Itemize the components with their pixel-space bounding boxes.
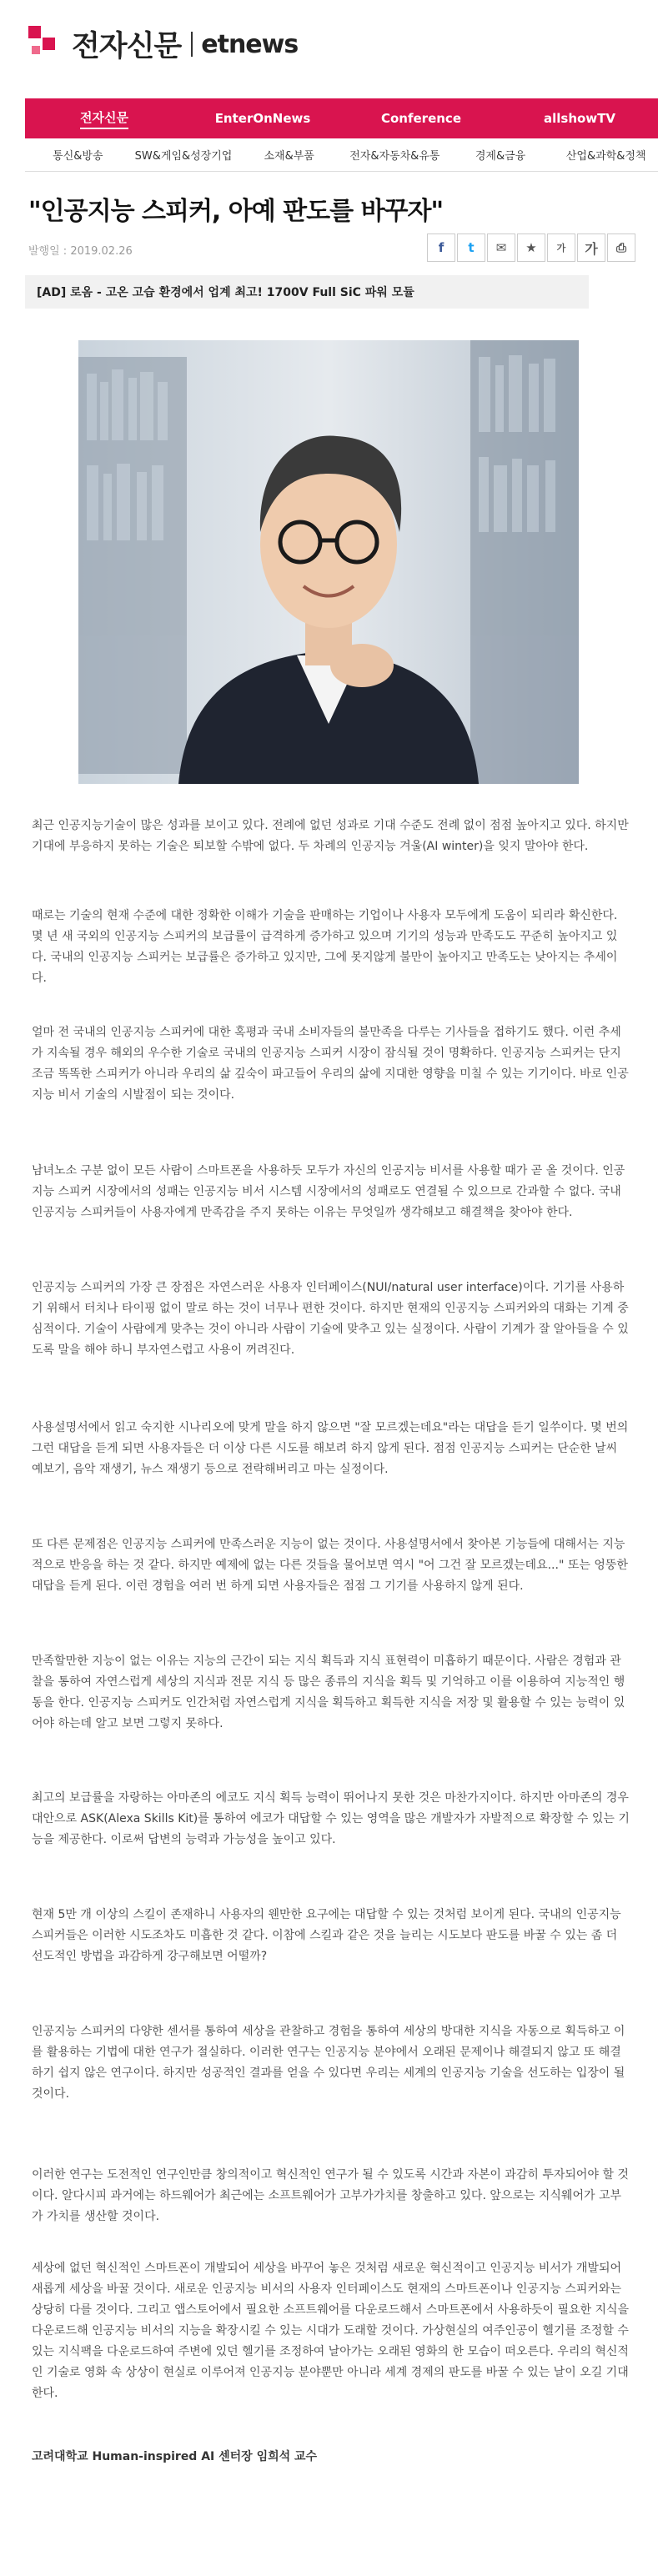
logo-divider xyxy=(191,32,193,57)
twitter-share-icon[interactable]: t xyxy=(457,233,485,262)
article-paragraph: 얼마 전 국내의 인공지능 스피커에 대한 혹평과 국내 소비자들의 불만족을 다루는 기사들을 접하기도 했다. 이런 추세가 지속될 경우 해외의 우수한 기술로 국내의 인공지능 스피커 시장이 잠식될 것이 명확하다. 인공지능 스피커는 단지 조금 똑똑한 스피커가 아니라 우리의 삶 깊숙이 파고들어 우리의 삶에 지대한 영향을 미칠 수 있는 기기이다. 바로 인공지능 비서 기술의 시발점이 되는 것이다. xyxy=(32,1026,629,1102)
subnav-item-telecom[interactable]: 통신&방송 xyxy=(53,150,103,163)
article-paragraph: 인공지능 스피커의 다양한 센서를 통하여 세상을 관찰하고 경험을 통하여 세상의 방대한 지식을 자동으로 획득하고 이를 활용하는 기법에 대한 연구가 절실하다. 이러한 연구는 인공지능 분야에서 오래된 문제이나 해결되지 않고 또 해결하기 쉽지 않은 연구이다. 하지만 성공적인 결과를 얻을 수 있다면 우리는 세계의 인공지능 기술을 선도하는 입장이 될 것이다. xyxy=(32,2025,625,2101)
facebook-share-icon[interactable]: f xyxy=(427,233,455,262)
email-share-icon[interactable]: ✉ xyxy=(487,233,515,262)
bookmark-star-icon[interactable]: ★ xyxy=(517,233,545,262)
article-title: "인공지능 스피커, 아예 판도를 바꾸자" xyxy=(28,197,444,226)
article-toolbar xyxy=(427,233,635,264)
article-paragraph: 이러한 연구는 도전적인 연구인만큼 창의적이고 혁신적인 연구가 될 수 있도록 시간과 자본이 과감히 투자되어야 할 것이다. 알다시피 과거에는 하드웨어가 최근에는 소프트웨어가 고부가가치를 창출하고 있다. 앞으로는 지식웨어가 고부가 가치를 생산할 것이다. xyxy=(32,2168,629,2223)
article-paragraph: 또 다른 문제점은 인공지능 스피커에 만족스러운 지능이 없는 것이다. 사용설명서에서 찾아본 기능들에 대해서는 지능적으로 반응을 하는 것 같다. 하지만 예제에 없는 다른 것들을 물어보면 역시 "어 그건 잘 모르겠는데요..." 또는 엉뚱한 대답을 듣게 된다. 이런 경험을 여러 번 하게 되면 사용자들은 점점 그 기기를 사용하지 않게 된다. xyxy=(32,1538,628,1593)
main-nav xyxy=(25,98,658,138)
article-photo xyxy=(78,340,579,784)
author-byline: 고려대학교 Human-inspired AI 센터장 임희석 교수 xyxy=(32,2450,318,2463)
article-paragraph: 남녀노소 구분 없이 모든 사람이 스마트폰을 사용하듯 모두가 자신의 인공지능 비서를 사용할 때가 곧 올 것이다. 인공지능 스피커 시장에서의 성패는 인공지능 비서 시스템 시장에서의 성패로도 연결될 수 있으므로 간과할 수 없다. 국내 인공지능 스피커들이 사용자에게 만족감을 주지 못하는 이유는 무엇일까 생각해보고 해결책을 찾아야 한다. xyxy=(32,1164,625,1219)
article-paragraph: 세상에 없던 혁신적인 스마트폰이 개발되어 세상을 바꾸어 놓은 것처럼 새로운 혁신적이고 인공지능 비서가 개발되어 새롭게 세상을 바꿀 것이다. 새로운 인공지능 비서의 사용자 인터페이스도 현재의 스마트폰이나 인공지능 스피커와는 상당히 다를 것이다. 그리고 앱스토어에서 필요한 소프트웨어를 다운로드해서 스마트폰에서 사용하듯이 필요한 지식을 다운로드해 인공지능 비서의 지능을 확장시킬 수 있는 시대가 도래할 것이다. 가상현실의 여주인공이 헬기를 조정할 수 있는 지식팩을 다운로드하여 주변에 있던 헬기를 조정하여 날아가는 오래된 영화의 한 모습이 떠오른다. 우리의 혁신적인 기술로 영화 속 상상이 현실로 이루어져 인공지능 분야뿐만 아니라 세계 경제의 판도를 바꿀 수 있는 날이 오길 기대한다. xyxy=(32,2262,630,2400)
article-paragraph: 현재 5만 개 이상의 스킬이 존재하니 사용자의 웬만한 요구에는 대답할 수 있는 것처럼 보이게 된다. 국내의 인공지능 스피커들은 이러한 시도조차도 미흡한 것 같다. 이참에 스킬과 같은 것을 늘리는 시도보다 판도를 바꿀 수 있는 좀 더 선도적인 방법을 과감하게 강구해보면 어떨까? xyxy=(32,1908,621,1963)
ad-banner[interactable]: [AD] 로옴 - 고온 고습 환경에서 업계 최고! 1700V Full SiC 파워 모듈 xyxy=(25,275,589,309)
subnav-item-materials[interactable]: 소재&부품 xyxy=(264,150,314,163)
subnav-item-sw-game[interactable]: SW&게임&성장기업 xyxy=(134,150,233,163)
article-paragraph: 최근 인공지능기술이 많은 성과를 보이고 있다. 전례에 없던 성과로 기대 수준도 전례 없이 점점 높아지고 있다. 하지만 기대에 부응하지 못하는 기술은 퇴보할 수밖에 없다. 두 차례의 인공지능 겨울(AI winter)을 잊지 말아야 한다. xyxy=(32,819,629,853)
site-logo[interactable] xyxy=(28,18,298,70)
sub-nav xyxy=(25,138,658,172)
publish-date: 발행일 : 2019.02.26 xyxy=(28,245,133,258)
subnav-item-economy[interactable]: 경제&금융 xyxy=(475,150,526,163)
article-paragraph: 만족할만한 지능이 없는 이유는 지능의 근간이 되는 지식 획득과 지식 표현력이 미흡하기 때문이다. 사람은 경험과 관찰을 통하여 자연스럽게 세상의 지식과 전문 지식 등 많은 종류의 지식을 획득 및 기억하고 이를 이용하여 지능적인 행동을 한다. 인공지능 스피커도 인간처럼 자연스럽게 지식을 획득하고 획득한 지식을 저장 및 활용할 수 있는 능력이 있어야 하는데 알고 보면 그렇지 못하다. xyxy=(32,1655,625,1730)
subnav-item-electronics-auto[interactable]: 전자&자동차&유통 xyxy=(349,150,440,163)
nav-item-allshowtv[interactable]: allshowTV xyxy=(543,111,615,126)
logo-korean-text: 전자신문 xyxy=(72,30,182,63)
article-paragraph: 때로는 기술의 현재 수준에 대한 정확한 이해가 기술을 판매하는 기업이나 사용자 모두에게 도움이 되리라 확신한다. 몇 년 새 국외의 인공지능 스피커의 보급률이 급격하게 증가하고 있으며 기기의 성능과 만족도도 꾸준히 높아지고 있다. 국내의 인공지능 스피커는 보급률은 증가하고 있지만, 그에 못지않게 불만이 높아지고 만족도는 낮아지는 추세이다. xyxy=(32,909,618,985)
logo-mark-icon xyxy=(28,26,65,63)
nav-item-conference[interactable]: Conference xyxy=(380,111,461,126)
logo-english-text: etnews xyxy=(201,29,299,59)
article-paragraph: 사용설명서에서 읽고 숙지한 시나리오에 맞게 말을 하지 않으면 "잘 모르겠는데요"라는 대답을 듣기 일쑤이다. 몇 번의 그런 대답을 듣게 되면 사용자들은 더 이상 다른 시도를 해보려 하지 않게 된다. 점점 인공지능 스피커는 단순한 날씨 예보기, 음악 재생기, 뉴스 재생기 등으로 전락해버리고 마는 실정이다. xyxy=(32,1421,629,1476)
nav-item-etnews[interactable]: 전자신문 xyxy=(25,98,183,138)
print-icon[interactable]: ⎙ xyxy=(607,233,635,262)
nav-item-enteronnews[interactable]: EnterOnNews xyxy=(214,111,311,126)
article-paragraph: 최고의 보급률을 자랑하는 아마존의 에코도 지식 획득 능력이 뛰어나지 못한 것은 마찬가지이다. 하지만 아마존의 경우 대안으로 ASK(Alexa Skills Kit)를 통하여 에코가 대답할 수 있는 영역을 많은 개발자가 자발적으로 확장할 수 있는 기능을 제공한다. 이로써 답변의 능력과 가능성을 높이고 있다. xyxy=(32,1791,630,1846)
subnav-item-industry-science[interactable]: 산업&과학&정책 xyxy=(565,150,646,163)
font-increase-button[interactable]: 가 xyxy=(577,233,605,262)
font-decrease-button[interactable]: 가 xyxy=(547,233,575,262)
article-paragraph: 인공지능 스피커의 가장 큰 장점은 자연스러운 사용자 인터페이스(NUI/natural user interface)이다. 기기를 사용하기 위해서 터치나 타이핑 없이 말로 하는 것이 너무나 편한 것이다. 하지만 현재의 인공지능 스피커와의 대화는 기계 중심적이다. 기술이 사람에게 맞추는 것이 아니라 사람이 기술에 맞추고 있는 실정이다. 사람이 기계가 잘 알아들을 수 있도록 말을 해야 하니 부자연스럽고 사용이 꺼려진다. xyxy=(32,1281,629,1357)
